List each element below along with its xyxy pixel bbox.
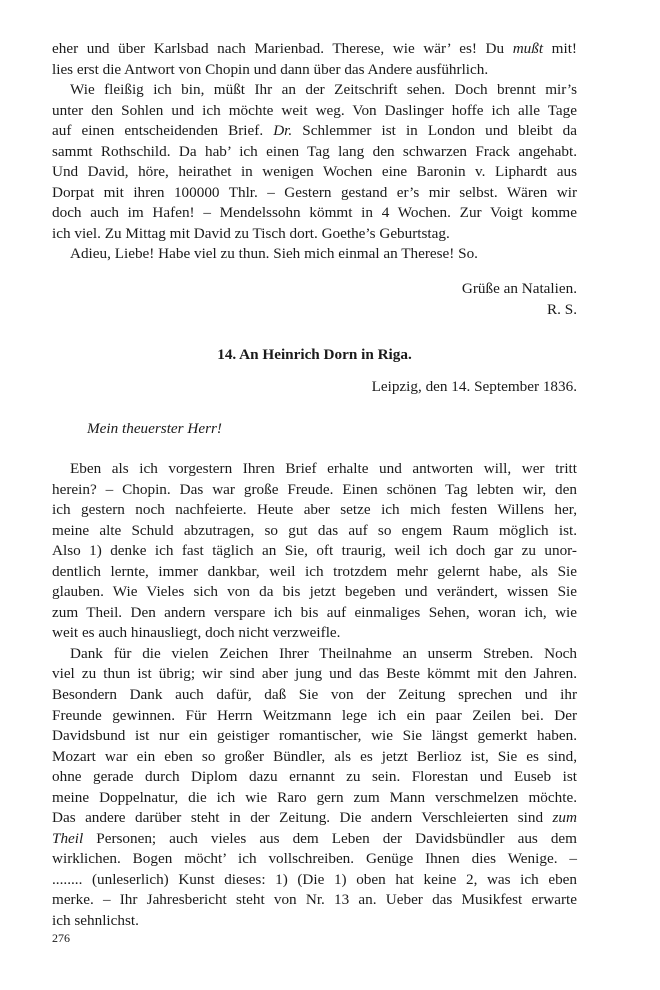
text-line: eher und über Karlsbad nach Marienbad. Therese, wie wär’ es! Du mußt mit! — [52, 40, 577, 57]
letter-closing — [52, 279, 577, 320]
text-line: Adieu, Liebe! Habe viel zu thun. Sieh mich einmal an Therese! So. — [70, 245, 478, 263]
text-line: meine Doppelnatur, die ich wie Raro gern zum Mann verschmelzen möchte. — [52, 788, 577, 806]
text-line: dentlich lernte, immer dankbar, weil ich trotzdem mehr gelernt habe, als Sie — [52, 562, 577, 580]
letter-header — [52, 345, 577, 366]
salutation-block — [52, 419, 577, 440]
text-line: weit es auch hinausliegt, doch nicht verzweifle. — [52, 624, 341, 642]
text-line: Besondern Dank auch dafür, daß Sie von der Zeitung sprechen und ihr — [52, 686, 577, 704]
text-line: zum Theil. Den andern verspare ich bis auf einmaliges Sehen, woran ich, wie — [52, 603, 577, 621]
text-line: Dorpat mit ihren 100000 Thlr. – Gestern gestand er’s mir selbst. Wären wir — [52, 183, 577, 201]
text-line: Davidsbund ist nur ein geistiger romantischer, wie Sie längst gemerkt haben. — [52, 727, 577, 745]
text-line: ich viel. Zu Mittag mit David zu Tisch dort. Goethe’s Geburtstag. — [52, 224, 450, 242]
text-line: lies erst die Antwort von Chopin und dann über das Andere ausführlich. — [52, 60, 489, 78]
text-line: Freunde gewinnen. Für Herrn Weitzmann lege ich ein paar Zeilen bei. Der — [52, 706, 577, 724]
letter-heading: 14. An Heinrich Dorn in Riga. — [217, 346, 412, 363]
letter-continuation — [52, 39, 577, 265]
text-line: meine alte Schuld abzutragen, so gut das auf so engem Raum möglich ist. — [52, 521, 577, 539]
text-line: auf einen entscheidenden Brief. Dr. Schlemmer ist in London und bleibt da — [52, 122, 577, 140]
text-line: ich gestern noch nachfeierte. Heute aber setze ich mich festen Willens her, — [52, 501, 577, 519]
text-line: ........ (unleserlich) Kunst dieses: 1) (Die 1) oben hat keine 2, was ich eben — [52, 870, 577, 888]
text-line: wirklichen. Bogen möcht’ ich vollschreiben. Genüge Ihnen dies Wenige. – — [52, 850, 577, 868]
text-line: viel zu thun ist übrig; wir sind aber jung und das Beste kömmt mit den Jahren. — [52, 665, 577, 683]
letter-body — [52, 459, 577, 932]
dateline-block — [52, 377, 577, 398]
text-line: Dank für die vielen Zeichen Ihrer Theilnahme an unserm Streben. Noch — [70, 644, 577, 662]
text-line: Also 1) denke ich fast täglich an Sie, oft traurig, weil ich doch gar zu unor- — [52, 542, 577, 560]
text-line: Theil Personen; auch vieles aus dem Leben der Davidsbündler aus dem — [52, 829, 577, 847]
text-line: Mozart war ein eben so großer Bündler, als es jetzt Berlioz ist, Sie es sind, — [52, 747, 577, 765]
text-line: herein? – Chopin. Das war große Freude. Einen schönen Tag lebten wir, den — [52, 480, 577, 498]
text-line: ohne gerade durch Diplom dazu ernannt zu sein. Florestan und Euseb ist — [52, 768, 577, 786]
text-line: Wie fleißig ich bin, müßt Ihr an der Zeitschrift sehen. Doch brennt mir’s — [70, 81, 577, 99]
text-line: merke. – Ihr Jahresbericht steht von Nr. 13 an. Ueber das Musikfest erwarte — [52, 891, 577, 909]
text-line: ich sehnlichst. — [52, 912, 139, 930]
salutation: Mein theuerster Herr! — [87, 420, 222, 437]
text-line: Und David, höre, heirathet in wenigen Wochen eine Baronin v. Liphardt aus — [52, 163, 577, 181]
closing-greeting: Grüße an Natalien. — [461, 280, 577, 297]
text-line: doch auch im Hafen! – Mendelssohn kömmt in 4 Wochen. Zur Voigt komme — [52, 204, 577, 222]
text-line: glauben. Wie Vieles sich von da bis jetzt begeben und verändert, wissen Sie — [52, 583, 577, 601]
page-number: 276 — [52, 931, 70, 945]
text-line: unter den Sohlen und ich möchte weit weg. Von Daslinger hoffe ich alle Tage — [52, 101, 577, 119]
dateline: Leipzig, den 14. September 1836. — [371, 378, 577, 395]
text-line: sammt Rothschild. Da hab’ ich einen Tag lang den schwarzen Frack angehabt. — [52, 142, 577, 160]
signature: R. S. — [547, 300, 577, 318]
text-line: Eben als ich vorgestern Ihren Brief erhalte und antworten will, wer tritt — [70, 460, 577, 477]
text-line: Das andere darüber steht in der Zeitung. Die andern Verschleierten sind zum — [52, 809, 577, 827]
